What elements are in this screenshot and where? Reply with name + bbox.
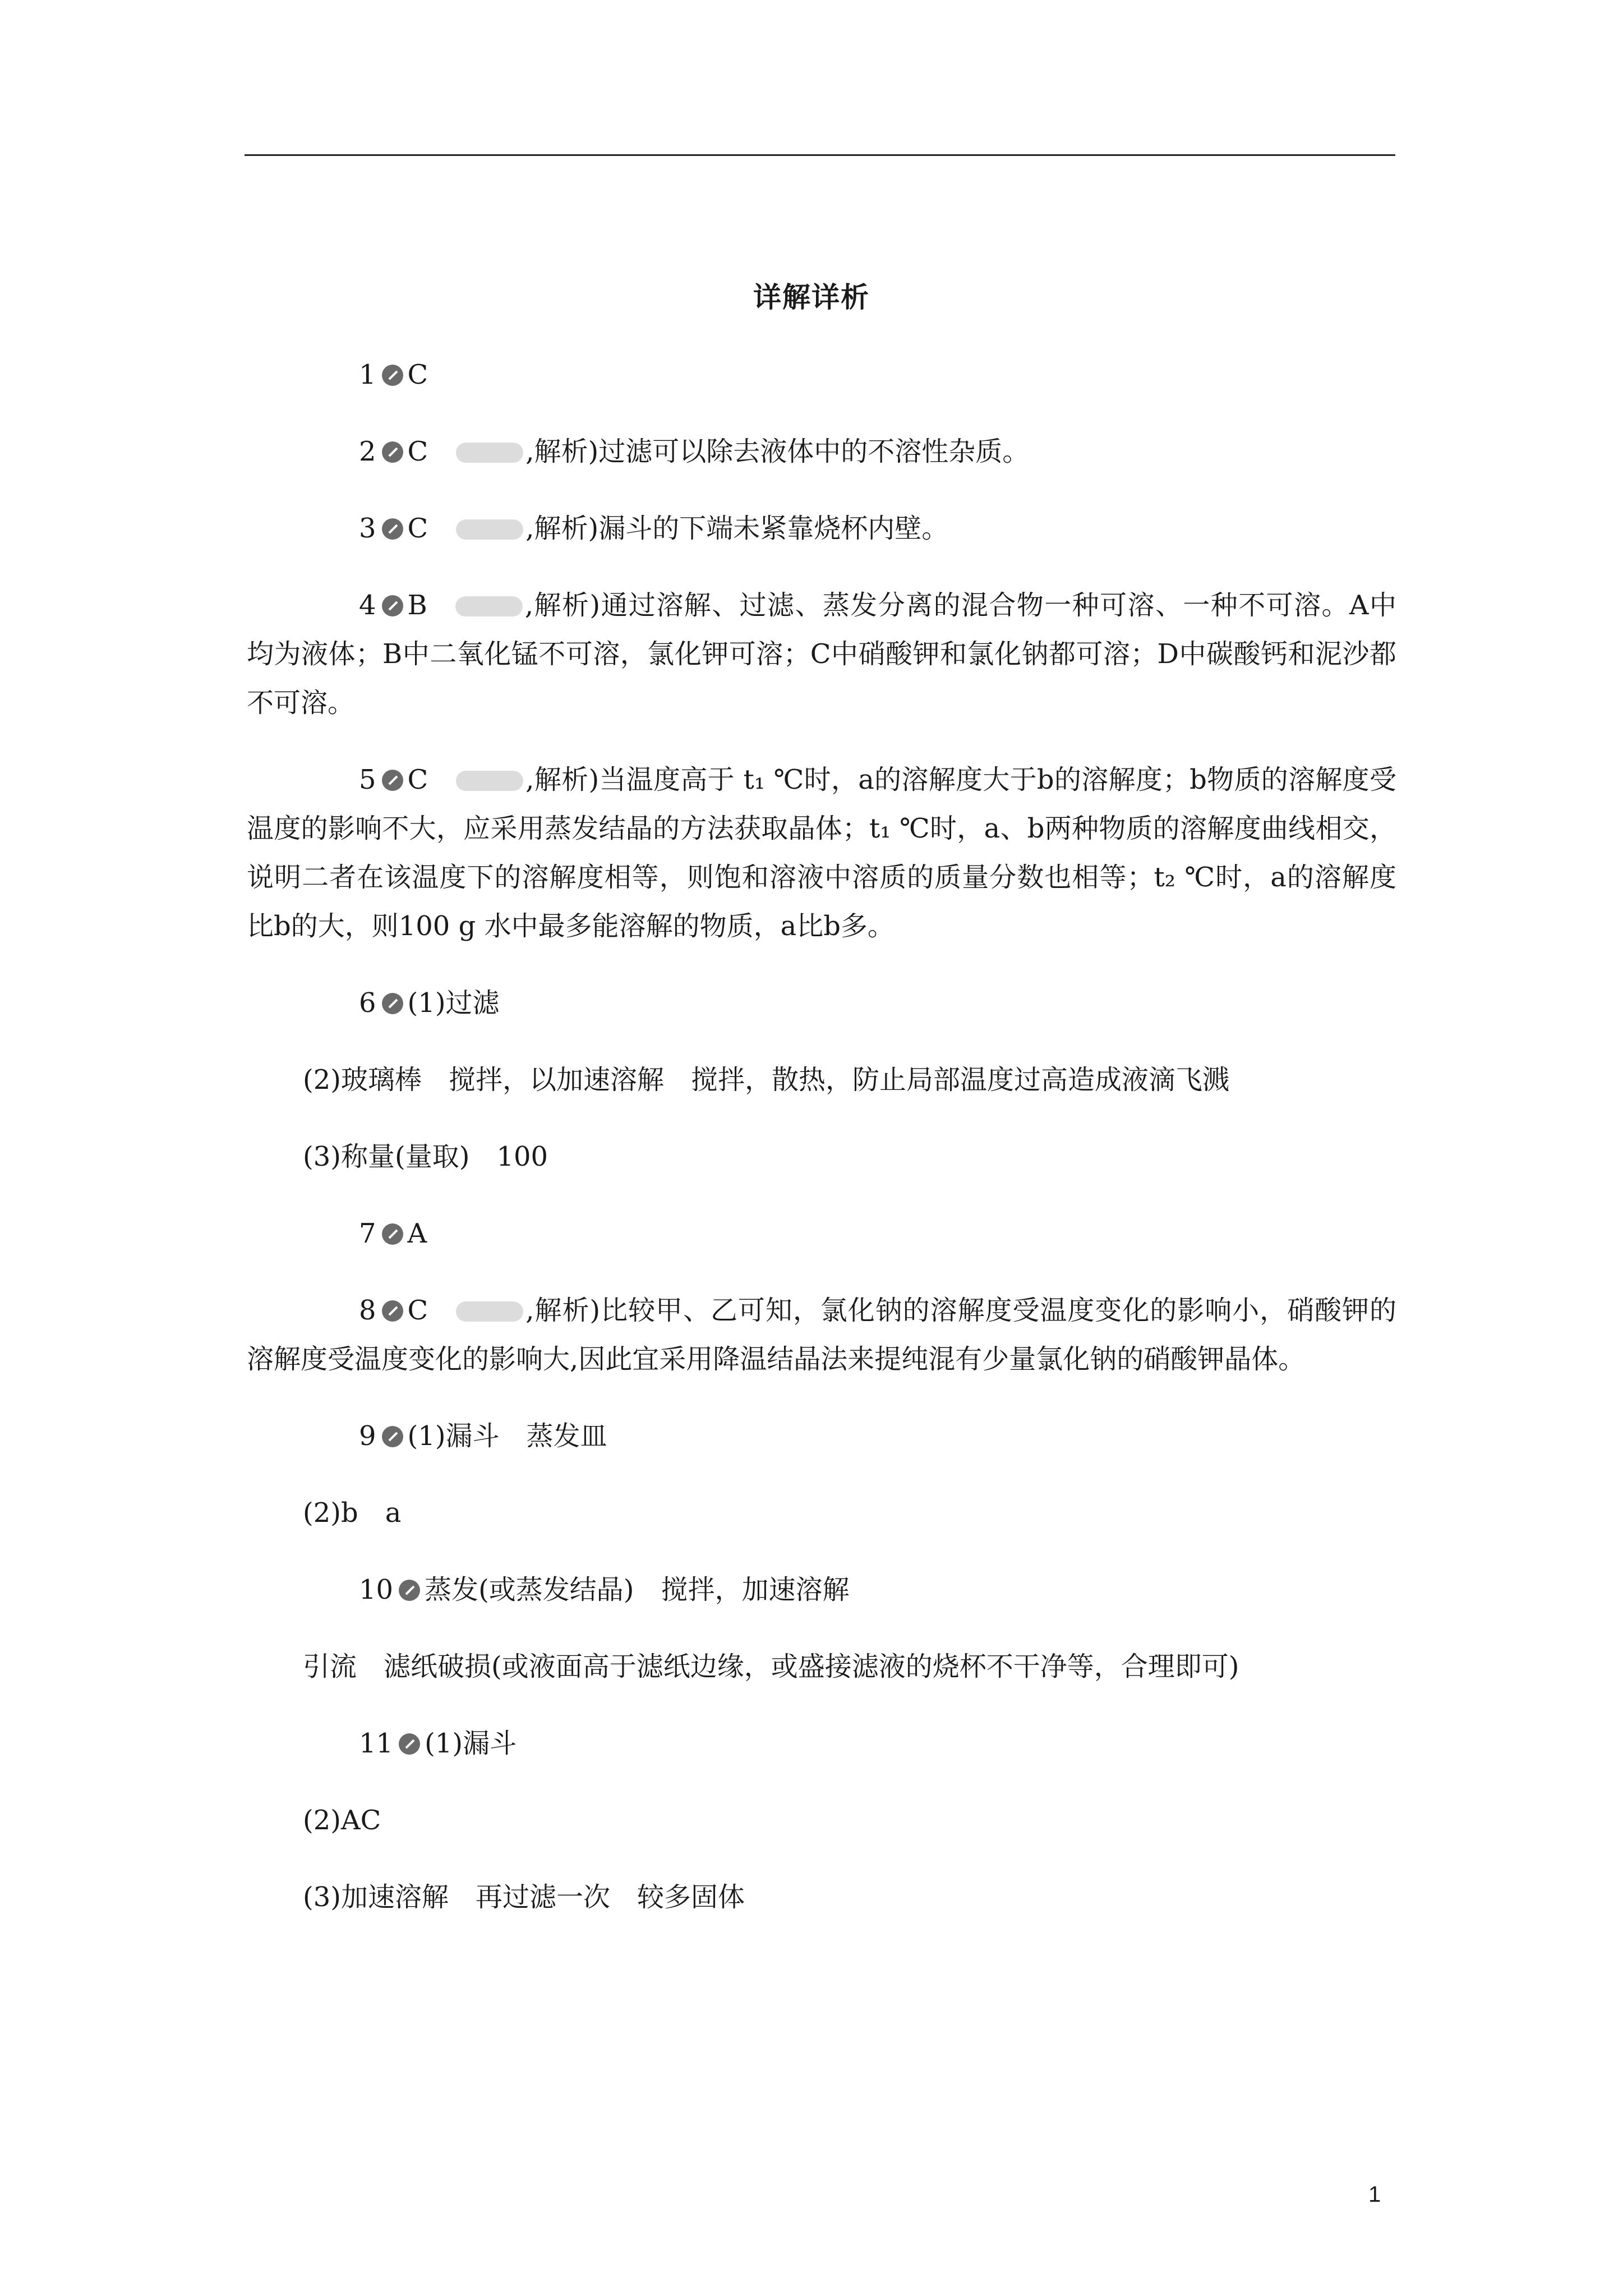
item-answer: C [407, 436, 428, 467]
item-analysis: ,解析)过滤可以除去液体中的不溶性杂质。 [525, 436, 1030, 467]
item-answer: C [407, 359, 428, 390]
item-number: 5 [359, 764, 376, 795]
key-icon [399, 1733, 420, 1755]
item-analysis: ,解析)通过溶解、过滤、蒸发分离的混合物一种可溶、一种不可溶。A中均为液体；B中二氧化锰不可溶，氯化钾可溶；C中硝酸钾和氯化钠都可溶；D中碳酸钙和泥沙都不可溶。 [247, 590, 1396, 719]
page-number: 1 [1368, 2182, 1381, 2207]
item-answer: A [407, 1218, 427, 1249]
key-icon [382, 595, 403, 616]
item-analysis: ,解析)漏斗的下端未紧靠烧杯内壁。 [525, 513, 949, 544]
key-icon [382, 518, 403, 540]
answer-subline: (2)b a [303, 1497, 402, 1529]
key-icon [382, 1426, 403, 1447]
answer-item-6 [247, 979, 1396, 1028]
key-icon [382, 993, 403, 1014]
item-answer: C [407, 1295, 428, 1326]
key-icon [382, 365, 403, 386]
answer-item-7 [247, 1209, 1396, 1258]
key-icon [382, 441, 403, 463]
item-answer: (1)过滤 [407, 987, 500, 1019]
item-analysis: ,解析)当温度高于 t₁ ℃时，a的溶解度大于b的溶解度；b物质的溶解度受温度的影响不大，应采用蒸发结晶的方法获取晶体；t₁ ℃时，a、b两种物质的溶解度曲线相交，说明二者在该温度下的溶解度相等，则饱和溶液中溶质的质量分数也相等；t₂ ℃时，a的溶解度比b的大，则100 g 水中最多能溶解的物质，a比b多。 [247, 764, 1396, 942]
item-answer: (1)漏斗 [425, 1728, 517, 1759]
key-icon [399, 1580, 420, 1601]
answer-subline: (3)称量(量取) 100 [303, 1141, 548, 1172]
answer-subline: (2)AC [303, 1805, 381, 1836]
answer-item-9 [247, 1412, 1396, 1461]
item-number: 7 [359, 1218, 376, 1249]
answer-item-3 [247, 504, 1396, 553]
answer-item-2 [247, 427, 1396, 476]
page-title: 详解详析 [753, 280, 870, 314]
key-icon [382, 770, 403, 791]
answer-subline: (2)玻璃棒 搅拌，以加速溶解 搅拌，散热，防止局部温度过高造成液滴飞溅 [303, 1064, 1229, 1096]
item-answer: 蒸发(或蒸发结晶) 搅拌，加速溶解 [425, 1574, 850, 1605]
item-number: 11 [359, 1728, 394, 1759]
answer-list [247, 351, 1396, 1950]
item-number: 10 [359, 1574, 394, 1605]
redacted-label [456, 519, 523, 540]
answer-item-4 [247, 581, 1396, 728]
redacted-label [456, 443, 523, 463]
item-answer: (1)漏斗 蒸发皿 [407, 1420, 607, 1452]
redacted-label [456, 771, 523, 791]
item-number: 3 [359, 513, 376, 544]
answer-subline: (3)加速溶解 再过滤一次 较多固体 [303, 1881, 745, 1913]
answer-subline: 引流 滤纸破损(或液面高于滤纸边缘，或盛接滤液的烧杯不干净等，合理即可) [303, 1651, 1239, 1682]
header-rule [245, 154, 1395, 156]
item-number: 8 [359, 1295, 376, 1326]
answer-item-5 [247, 756, 1396, 951]
answer-item-11 [247, 1719, 1396, 1768]
item-number: 4 [359, 590, 376, 621]
item-answer: B [407, 590, 427, 621]
item-answer: C [407, 513, 428, 544]
item-answer: C [407, 764, 428, 795]
answer-item-1 [247, 351, 1396, 399]
redacted-label [455, 596, 523, 616]
key-icon [382, 1300, 403, 1322]
item-number: 2 [359, 436, 376, 467]
item-number: 6 [359, 987, 376, 1019]
item-analysis: ,解析)比较甲、乙可知，氯化钠的溶解度受温度变化的影响小，硝酸钾的溶解度受温度变化的影响大,因此宜采用降温结晶法来提纯混有少量氯化钠的硝酸钾晶体。 [247, 1295, 1396, 1375]
item-number: 9 [359, 1420, 376, 1452]
answer-item-10 [247, 1566, 1396, 1614]
item-number: 1 [359, 359, 376, 390]
answer-item-8 [247, 1286, 1396, 1384]
key-icon [382, 1223, 403, 1245]
redacted-label [456, 1301, 523, 1322]
